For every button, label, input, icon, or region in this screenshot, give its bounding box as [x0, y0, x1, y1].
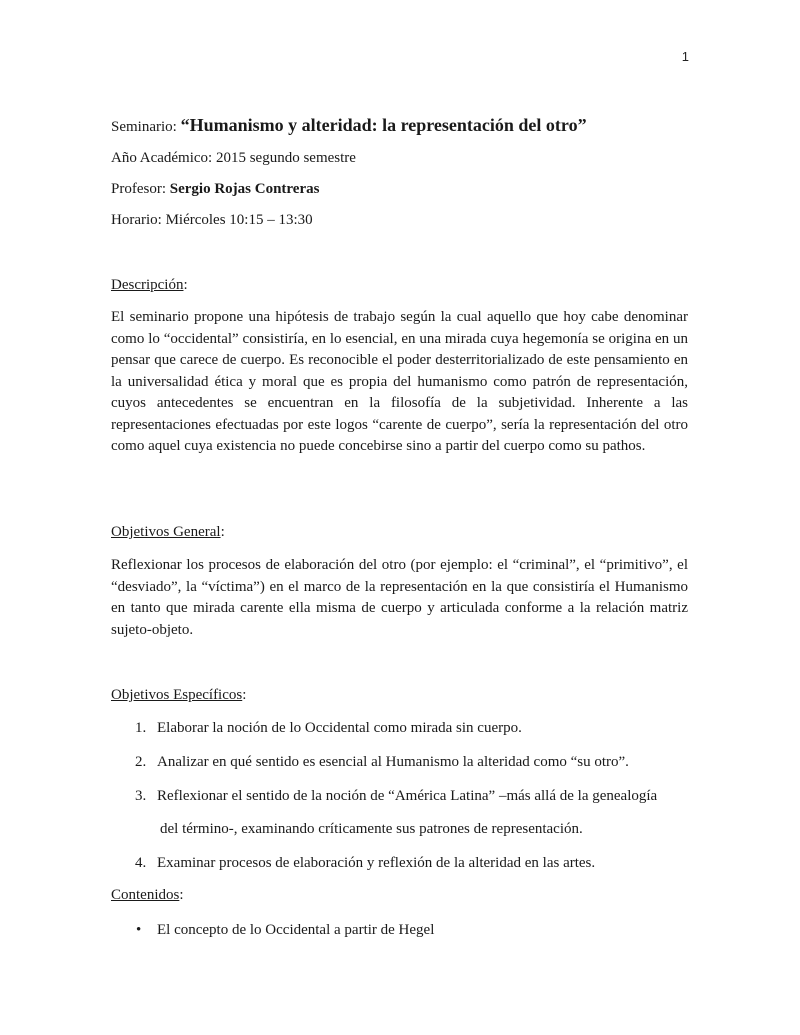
list-item-number: 4. [135, 855, 147, 871]
list-item-text: Elaborar la noción de lo Occidental como mirada sin cuerpo. [157, 720, 522, 736]
descripcion-heading [111, 275, 188, 296]
contenidos-heading [111, 885, 184, 906]
list-item-continuation-text: del término-, examinando críticamente sus patrones de representación. [160, 821, 583, 837]
professor-name: Sergio Rojas Contreras [169, 181, 320, 197]
list-item-number: 1. [135, 720, 147, 736]
list-item-text: Examinar procesos de elaboración y reflexión de la alteridad en las artes. [157, 855, 596, 871]
seminar-line [111, 115, 587, 138]
contenidos-heading-text: Contenidos [111, 887, 180, 903]
seminar-title: “Humanismo y alteridad: la representación del otro” [180, 115, 587, 135]
objetivo-general-heading-text: Objetivos General [111, 524, 221, 540]
bullet-item-text: El concepto de lo Occidental a partir de Hegel [157, 922, 435, 938]
professor-line [111, 179, 319, 200]
schedule: Horario: Miércoles 10:15 – 13:30 [111, 212, 313, 228]
objetivos-especificos-heading [111, 685, 246, 706]
seminar-label: Seminario: [111, 119, 181, 135]
academic-year: Año Académico: 2015 segundo semestre [111, 150, 356, 166]
page-number: 1 [681, 49, 689, 64]
descripcion-paragraph: El seminario propone una hipótesis de trabajo según la cual aquello que hoy cabe denominar como lo “occidental” consistiría, en lo esencial, en una mirada cuya hegemonía se origina en un pensar que carece de cuerpo. Es reconocible el poder desterritorializado de este pensamiento en la universalidad ética y moral que es propia del humanismo como patrón de representación, cuyos antecedentes se encuentran en la filosofía de la subjetividad. Inherente a las representaciones efectuadas por este logos “carente de cuerpo”, sería la representación del otro como aquel cuya existencia no puede concebirse sino a partir del cuerpo como su pathos. [111, 309, 688, 454]
list-item-text: Reflexionar el sentido de la noción de “América Latina” –más allá de la genealogía [157, 788, 658, 804]
descripcion-colon: : [183, 277, 188, 293]
objetivos-especificos-heading-text: Objetivos Específicos [111, 687, 243, 703]
objetivo-general-colon: : [220, 524, 225, 540]
contenidos-colon: : [179, 887, 184, 903]
list-item-number: 3. [135, 788, 147, 804]
descripcion-heading-text: Descripción [111, 277, 184, 293]
list-item-text: Analizar en qué sentido es esencial al Humanismo la alteridad como “su otro”. [157, 754, 629, 770]
list-item-number: 2. [135, 754, 147, 770]
professor-label: Profesor: [111, 181, 170, 197]
bullet-icon: • [136, 922, 142, 938]
objetivos-especificos-colon: : [242, 687, 247, 703]
objetivo-general-heading [111, 522, 225, 543]
objetivo-general-paragraph: Reflexionar los procesos de elaboración del otro (por ejemplo: el “criminal”, el “primitivo”, el “desviado”, la “víctima”) en el marco de la representación en la que consistiría el Humanismo en tanto que mirada carente ella misma de cuerpo y articulada conforme a la relación matriz sujeto-objeto. [111, 557, 688, 638]
